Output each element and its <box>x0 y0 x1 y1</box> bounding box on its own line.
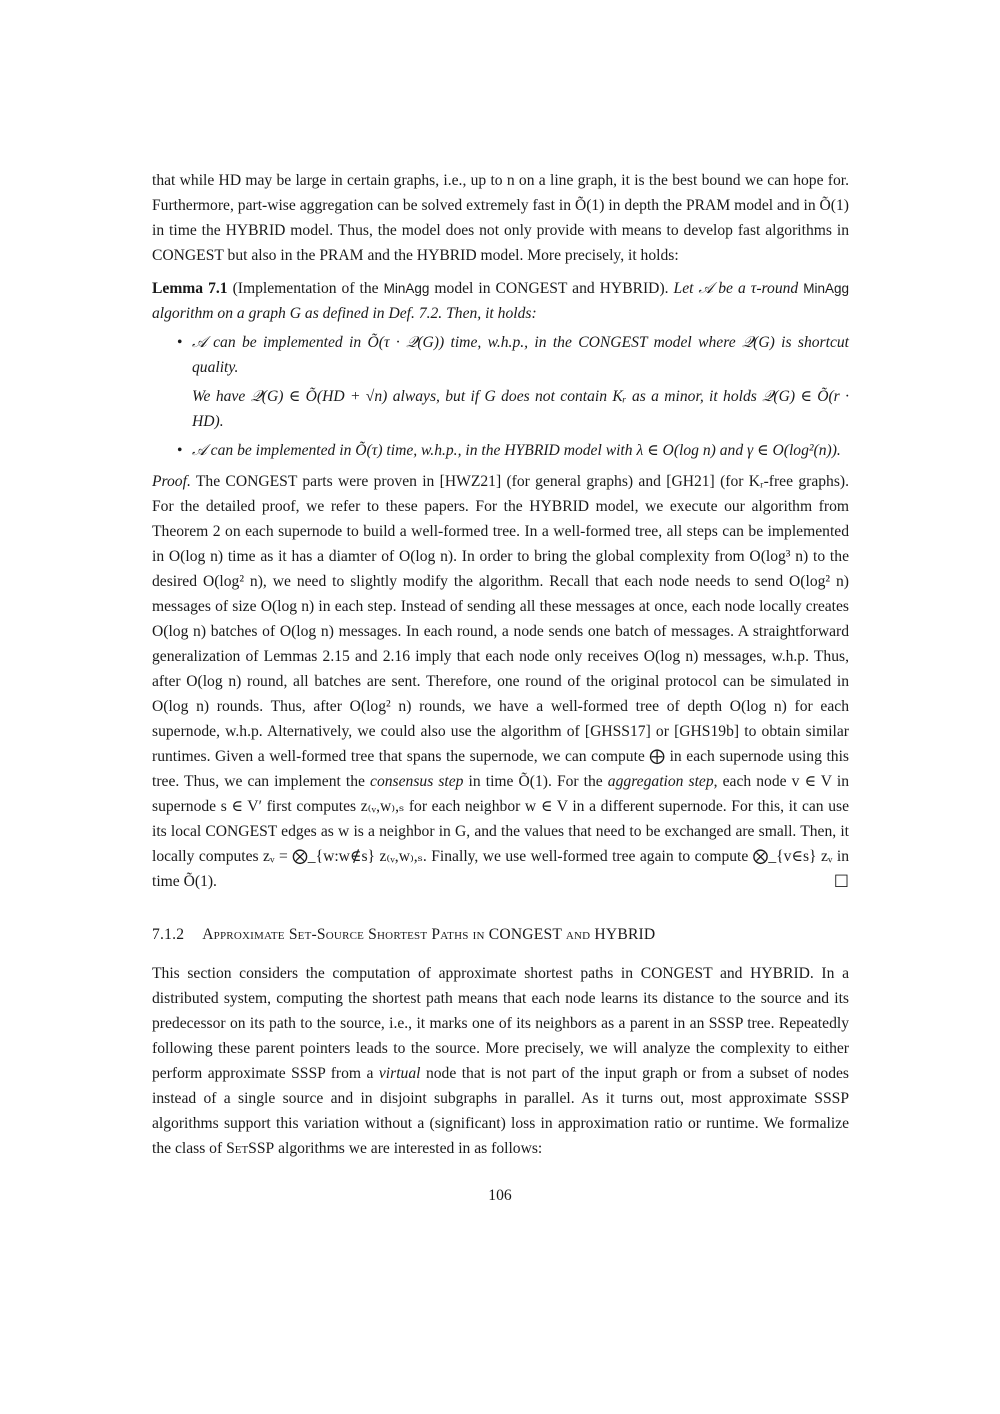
bullet-hybrid-text: 𝒜 can be implemented in Õ(τ) time, w.h.p., in the HYBRID model with λ ∈ O(log n) and γ ∈ O(log²(n)). <box>192 442 841 459</box>
setssp-term: SetSSP <box>226 1140 275 1157</box>
page-number: 106 <box>488 1187 512 1204</box>
proof-text-3: , each node v ∈ V in supernode s ∈ V′ first computes z₍ᵥ,w₎,ₛ for each neighbor w ∈ V in a different supernode. For this, it can use its local CONGEST edges as w is a neighbor in G, and the values that need to be exchanged are small. Then, it locally computes zᵥ = ⨂_{w:w∉s} z₍ᵥ,w₎,ₛ. Finally, we use well-formed tree again to compute ⨂_{v∈s} zᵥ in time Õ(1). <box>152 773 849 890</box>
proof-text: The CONGEST parts were proven in [HWZ21] (for general graphs) and [GH21] (for Kᵣ-free graphs). For the detailed proof, we refer to these papers. For the HYBRID model, we execute our algorithm from Theorem 2 on each supernode to build a well-formed tree. In a well-formed tree, all steps can be implemented in O(log n) time as it has a diamter of O(log n). In order to bring the global complexity from O(log³ n) to the desired O(log² n), we need to slightly modify the algorithm. Recall that each node needs to send O(log² n) messages of size O(log n) in each step. Instead of sending all these messages at once, each node locally creates O(log n) batches of O(log n) messages. In each round, a node sends one batch of messages. A straightforward generalization of Lemmas 2.15 and 2.16 imply that each node only receives O(log n) messages, w.h.p. Thus, after O(log n) round, all batches are sent. Therefore, one round of the original protocol can be simulated in O(log n) rounds. Thus, after O(log² n) rounds, we have a well-formed tree of depth O(log n) for each supernode, w.h.p. Alternatively, we could also use the algorithm of [GHSS17] or [GHS19b] to obtain similar runtimes. Given a well-formed tree that spans the supernode, we can compute ⨁ in each supernode using this tree. Thus, we can implement the <box>152 473 849 790</box>
proof-text-2: in time Õ(1). For the <box>463 773 608 790</box>
bullet-congest-text: 𝒜 can be implemented in Õ(τ · 𝒬(G)) time, w.h.p., in the CONGEST model where 𝒬(G) is shortcut quality. <box>192 334 849 376</box>
lemma-title-post: model in CONGEST and HYBRID). <box>429 280 669 297</box>
lemma-bullets <box>152 330 849 380</box>
aggregation-step-term: aggregation step <box>607 773 714 790</box>
lemma-title-pre: (Implementation of the <box>227 280 384 297</box>
lemma-stmt-post: algorithm on a graph G as defined in Def. 7.2. Then, it holds: <box>152 305 537 322</box>
section-text-end: algorithms we are interested in as follows: <box>274 1140 543 1157</box>
lemma-bullet-hybrid <box>152 438 849 463</box>
bullet-dot-2: • <box>177 442 183 459</box>
section-text-pre: This section considers the computation of approximate shortest paths in CONGEST and HYBRID. In a distributed system, computing the shortest path means that each node learns its distance to the source and its predecessor on its path to the source, i.e., it marks one of its neighbors as a parent in an SSSP tree. Repeatedly following these parent pointers leads to the source. More precisely, we will analyze the complexity to either perform approximate SSSP from a <box>152 965 849 1082</box>
qed-box-icon: ☐ <box>833 872 849 891</box>
minagg-term: MinAgg <box>383 281 430 296</box>
virtual-term: virtual <box>378 1065 421 1082</box>
section-paragraph <box>152 961 849 1161</box>
section-text-post: node that is not part of the input graph or from a subset of nodes instead of a single source and in disjoint subgraphs in parallel. As it turns out, most approximate SSSP algorithms support this variation without a (significant) loss in approximation ratio or runtime. We formalize the class of <box>152 1065 850 1157</box>
lemma-label: Lemma 7.1 <box>152 280 228 297</box>
page-body <box>152 168 849 1161</box>
section-title: Approximate Set-Source Shortest Paths in CONGEST and HYBRID <box>202 926 656 943</box>
lemma-bullet-congest-note: We have 𝒬(G) ∈ Õ(HD + √n) always, but if G does not contain Kᵣ as a minor, it holds 𝒬(G) ∈ Õ(r · HD). <box>192 388 849 430</box>
lemma-statement <box>152 276 849 326</box>
intro-paragraph: that while HD may be large in certain graphs, i.e., up to n on a line graph, it is the best bound we can hope for. Furthermore, part-wise aggregation can be solved extremely fast in Õ(1) in depth the PRAM model and in Õ(1) in time the HYBRID model. Thus, the model does not only provide with means to develop fast algorithms in CONGEST but also in the PRAM and the HYBRID model. More precisely, it holds: <box>152 172 849 264</box>
lemma-stmt-pre: Let 𝒜 be a τ-round <box>668 280 804 297</box>
bullet-dot: • <box>177 334 183 351</box>
proof-paragraph <box>152 469 849 894</box>
proof-label: Proof. <box>152 473 191 490</box>
lemma-bullet-congest <box>152 330 849 380</box>
section-number: 7.1.2 <box>152 926 185 943</box>
section-heading <box>152 922 849 947</box>
lemma-bullets-2 <box>152 438 849 463</box>
consensus-step-term: consensus step <box>370 773 464 790</box>
minagg-term-2: MinAgg <box>803 281 850 296</box>
